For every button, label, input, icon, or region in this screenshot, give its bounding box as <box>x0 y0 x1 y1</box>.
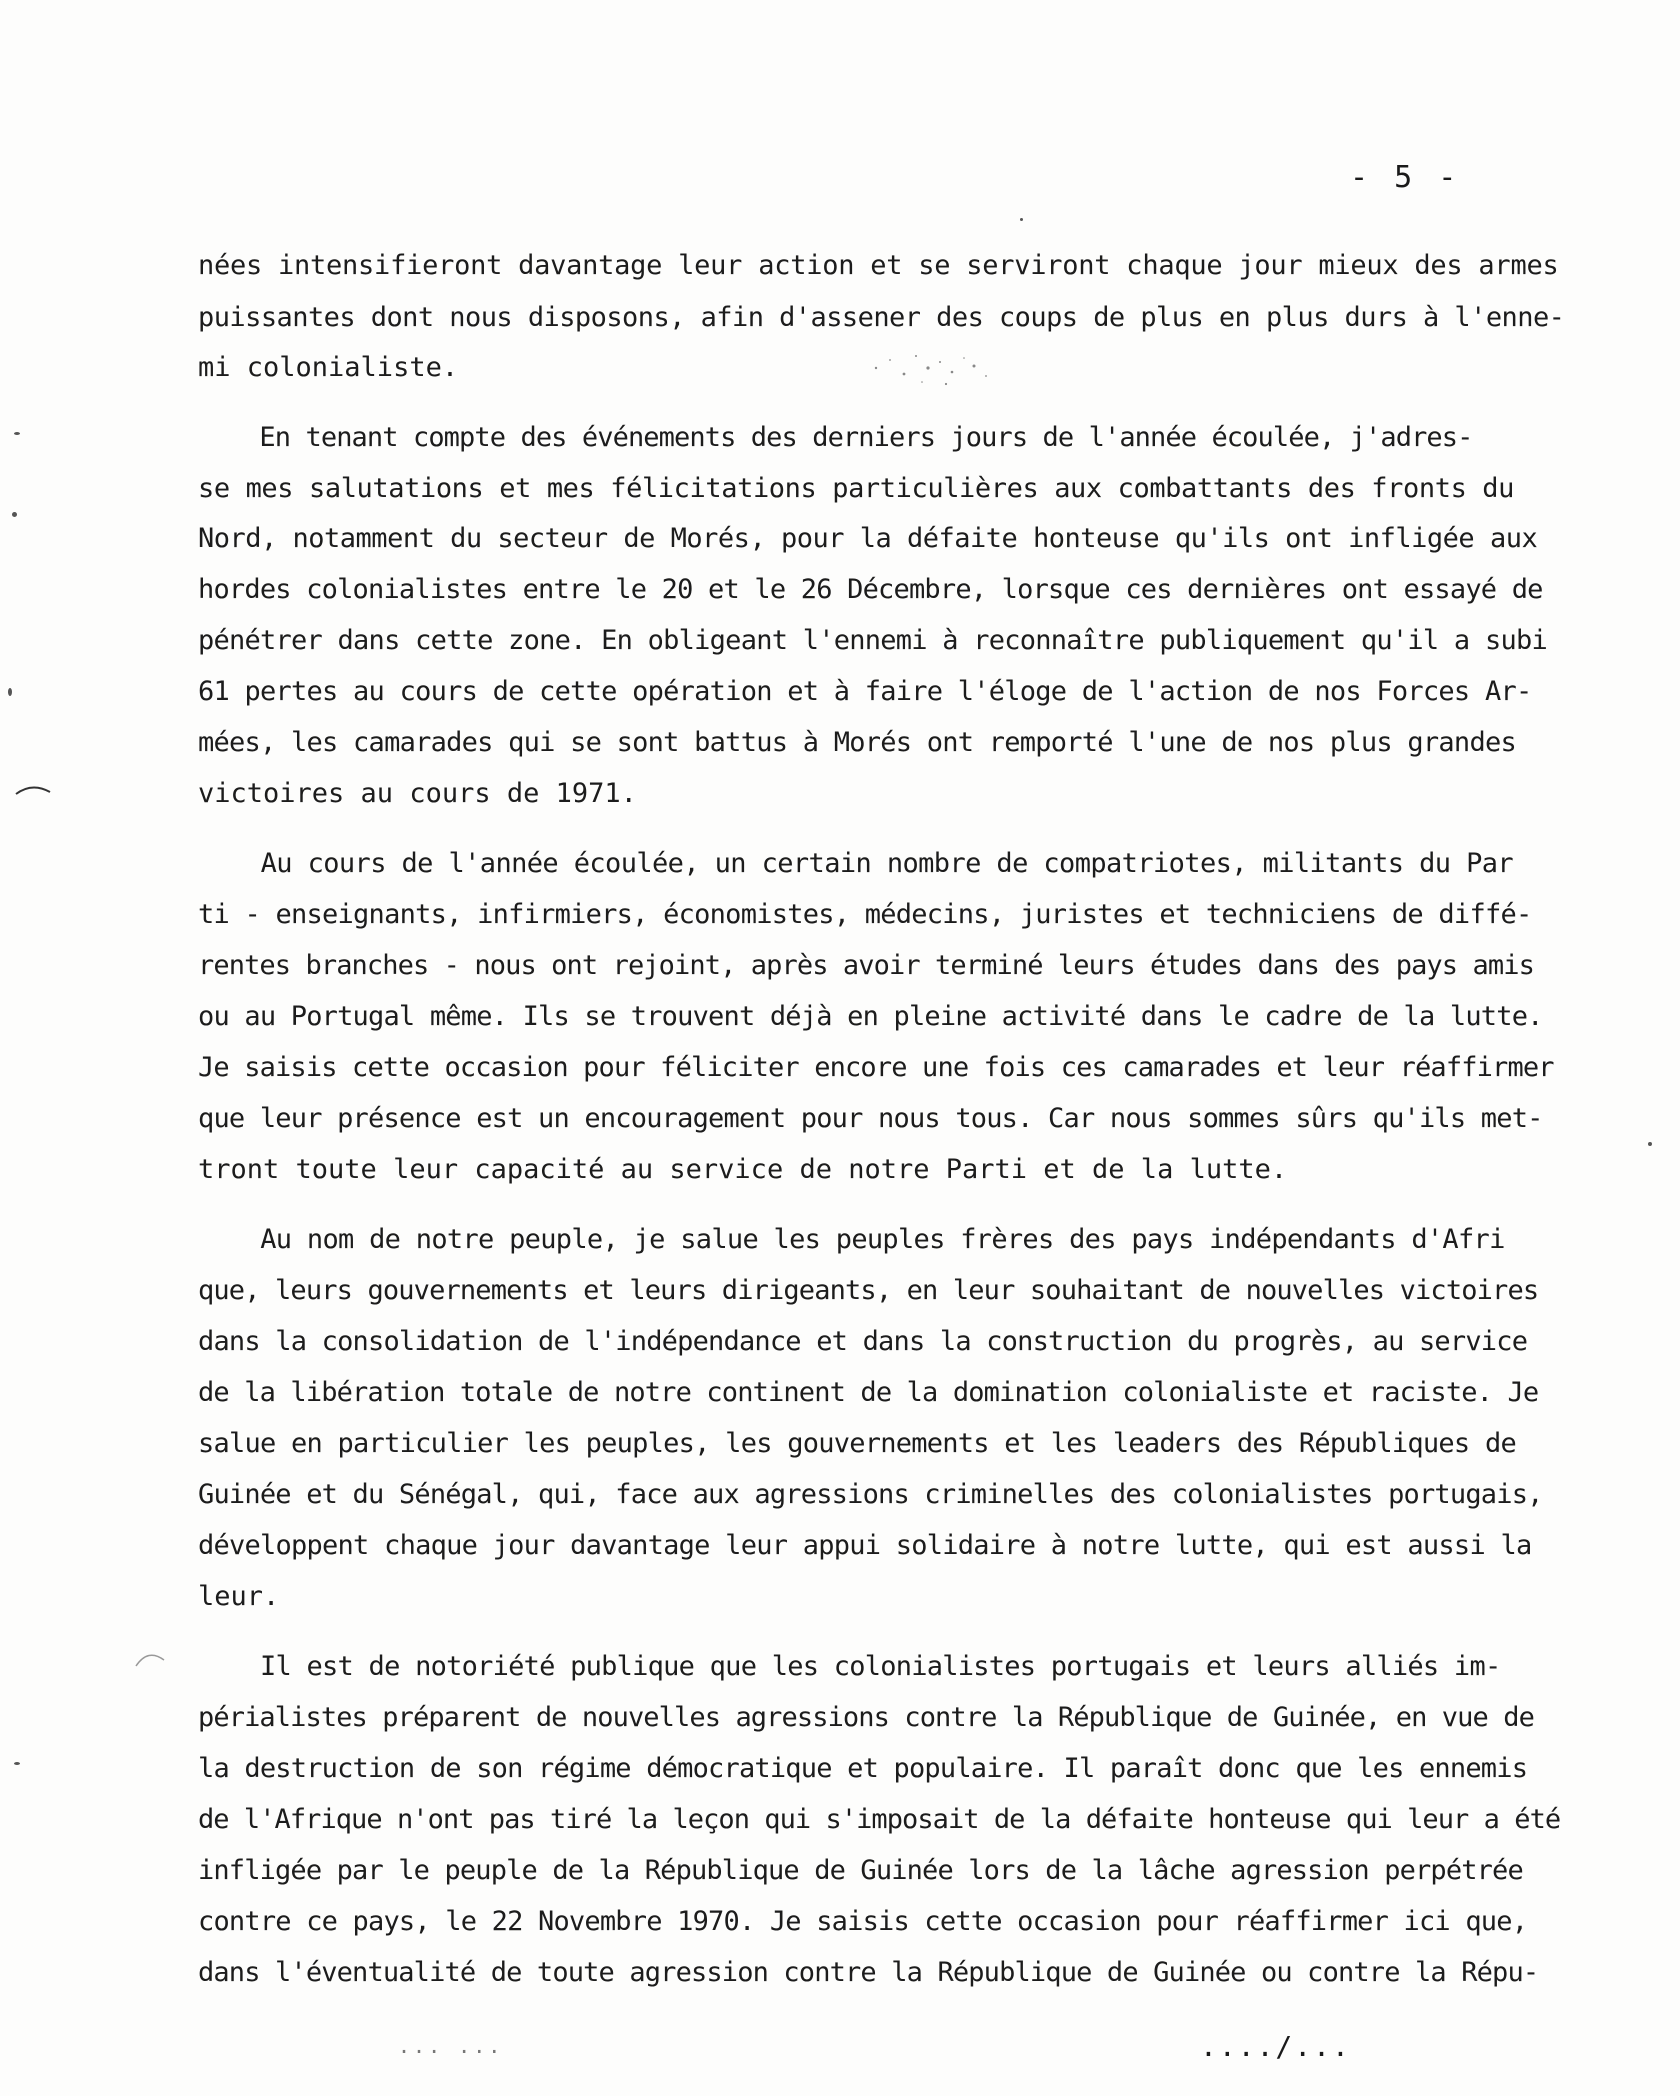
text-line: mi colonialiste. <box>198 352 459 383</box>
scan-speck <box>1020 218 1023 221</box>
text-line: En tenant compte des événements des derniers jours de l'année écoulée, j'adres- <box>198 422 1473 453</box>
text-line: de la libération totale de notre continent de la domination colonialiste et raciste. Je <box>198 1377 1539 1408</box>
scan-speck <box>1648 1142 1652 1146</box>
continuation-mark: ..../... <box>1200 2030 1351 2063</box>
text-line: leur. <box>198 1581 280 1612</box>
text-line: pénétrer dans cette zone. En obligeant l'ennemi à reconnaître publiquement qu'il a subi <box>198 625 1547 656</box>
text-line: ti - enseignants, infirmiers, économistes, médecins, juristes et techniciens de diffé- <box>198 899 1532 930</box>
footer-dots: ... ... <box>398 2034 504 2058</box>
text-line: Nord, notamment du secteur de Morés, pour la défaite honteuse qu'ils ont infligée aux <box>198 523 1538 554</box>
text-line: la destruction de son régime démocratique et populaire. Il paraît donc que les ennemis <box>198 1753 1528 1784</box>
text-line: développent chaque jour davantage leur appui solidaire à notre lutte, qui est aussi la <box>198 1530 1532 1561</box>
text-line: mées, les camarades qui se sont battus à Morés ont remporté l'une de nos plus grandes <box>198 727 1516 758</box>
text-line: Guinée et du Sénégal, qui, face aux agressions criminelles des colonialistes portugais, <box>198 1479 1543 1510</box>
text-line: ou au Portugal même. Ils se trouvent déjà en pleine activité dans le cadre de la lutte. <box>198 1001 1543 1032</box>
text-line: dans l'éventualité de toute agression contre la République de Guinée ou contre la Répu- <box>198 1957 1539 1988</box>
scan-mark <box>134 1646 170 1674</box>
page-number: - 5 - <box>1350 160 1461 195</box>
text-line: que leur présence est un encouragement pour nous tous. Car nous sommes sûrs qu'ils met- <box>198 1103 1543 1134</box>
text-line: de l'Afrique n'ont pas tiré la leçon qui s'imposait de la défaite honteuse qui leur a été <box>198 1804 1561 1835</box>
text-line: Je saisis cette occasion pour féliciter encore une fois ces camarades et leur réaffirmer <box>198 1052 1554 1083</box>
text-line: 61 pertes au cours de cette opération et à faire l'éloge de l'action de nos Forces Ar- <box>198 676 1532 707</box>
text-line: que, leurs gouvernements et leurs dirigeants, en leur souhaitant de nouvelles victoires <box>198 1275 1539 1306</box>
scan-mark <box>14 780 54 800</box>
text-line: salue en particulier les peuples, les gouvernements et les leaders des Républiques de <box>198 1428 1516 1459</box>
text-line: victoires au cours de 1971. <box>198 778 637 809</box>
text-line: infligée par le peuple de la République de Guinée lors de la lâche agression perpétrée <box>198 1855 1523 1886</box>
text-line: rentes branches - nous ont rejoint, après avoir terminé leurs études dans des pays amis <box>198 950 1534 981</box>
scan-speck <box>8 688 12 696</box>
text-line: puissantes dont nous disposons, afin d'assener des coups de plus en plus durs à l'enne- <box>198 302 1565 333</box>
text-line: Au cours de l'année écoulée, un certain nombre de compatriotes, militants du Par <box>198 848 1514 879</box>
text-line: se mes salutations et mes félicitations particulières aux combattants des fronts du <box>198 473 1514 504</box>
scan-smudge <box>856 338 1016 408</box>
text-line: tront toute leur capacité au service de notre Parti et de la lutte. <box>198 1154 1288 1185</box>
scan-speck <box>12 512 17 517</box>
text-line: périalistes préparent de nouvelles agressions contre la République de Guinée, en vue de <box>198 1702 1534 1733</box>
text-line: contre ce pays, le 22 Novembre 1970. Je saisis cette occasion pour réaffirmer ici que, <box>198 1906 1528 1937</box>
text-line: Il est de notoriété publique que les colonialistes portugais et leurs alliés im- <box>198 1651 1501 1682</box>
text-line: hordes colonialistes entre le 20 et le 26 Décembre, lorsque ces dernières ont essayé de <box>198 574 1543 605</box>
scan-speck <box>14 432 20 435</box>
scan-speck <box>14 1762 20 1765</box>
text-line: Au nom de notre peuple, je salue les peuples frères des pays indépendants d'Afri <box>198 1224 1505 1255</box>
text-line: nées intensifieront davantage leur action et se serviront chaque jour mieux des armes <box>198 250 1559 281</box>
text-line: dans la consolidation de l'indépendance et dans la construction du progrès, au service <box>198 1326 1528 1357</box>
